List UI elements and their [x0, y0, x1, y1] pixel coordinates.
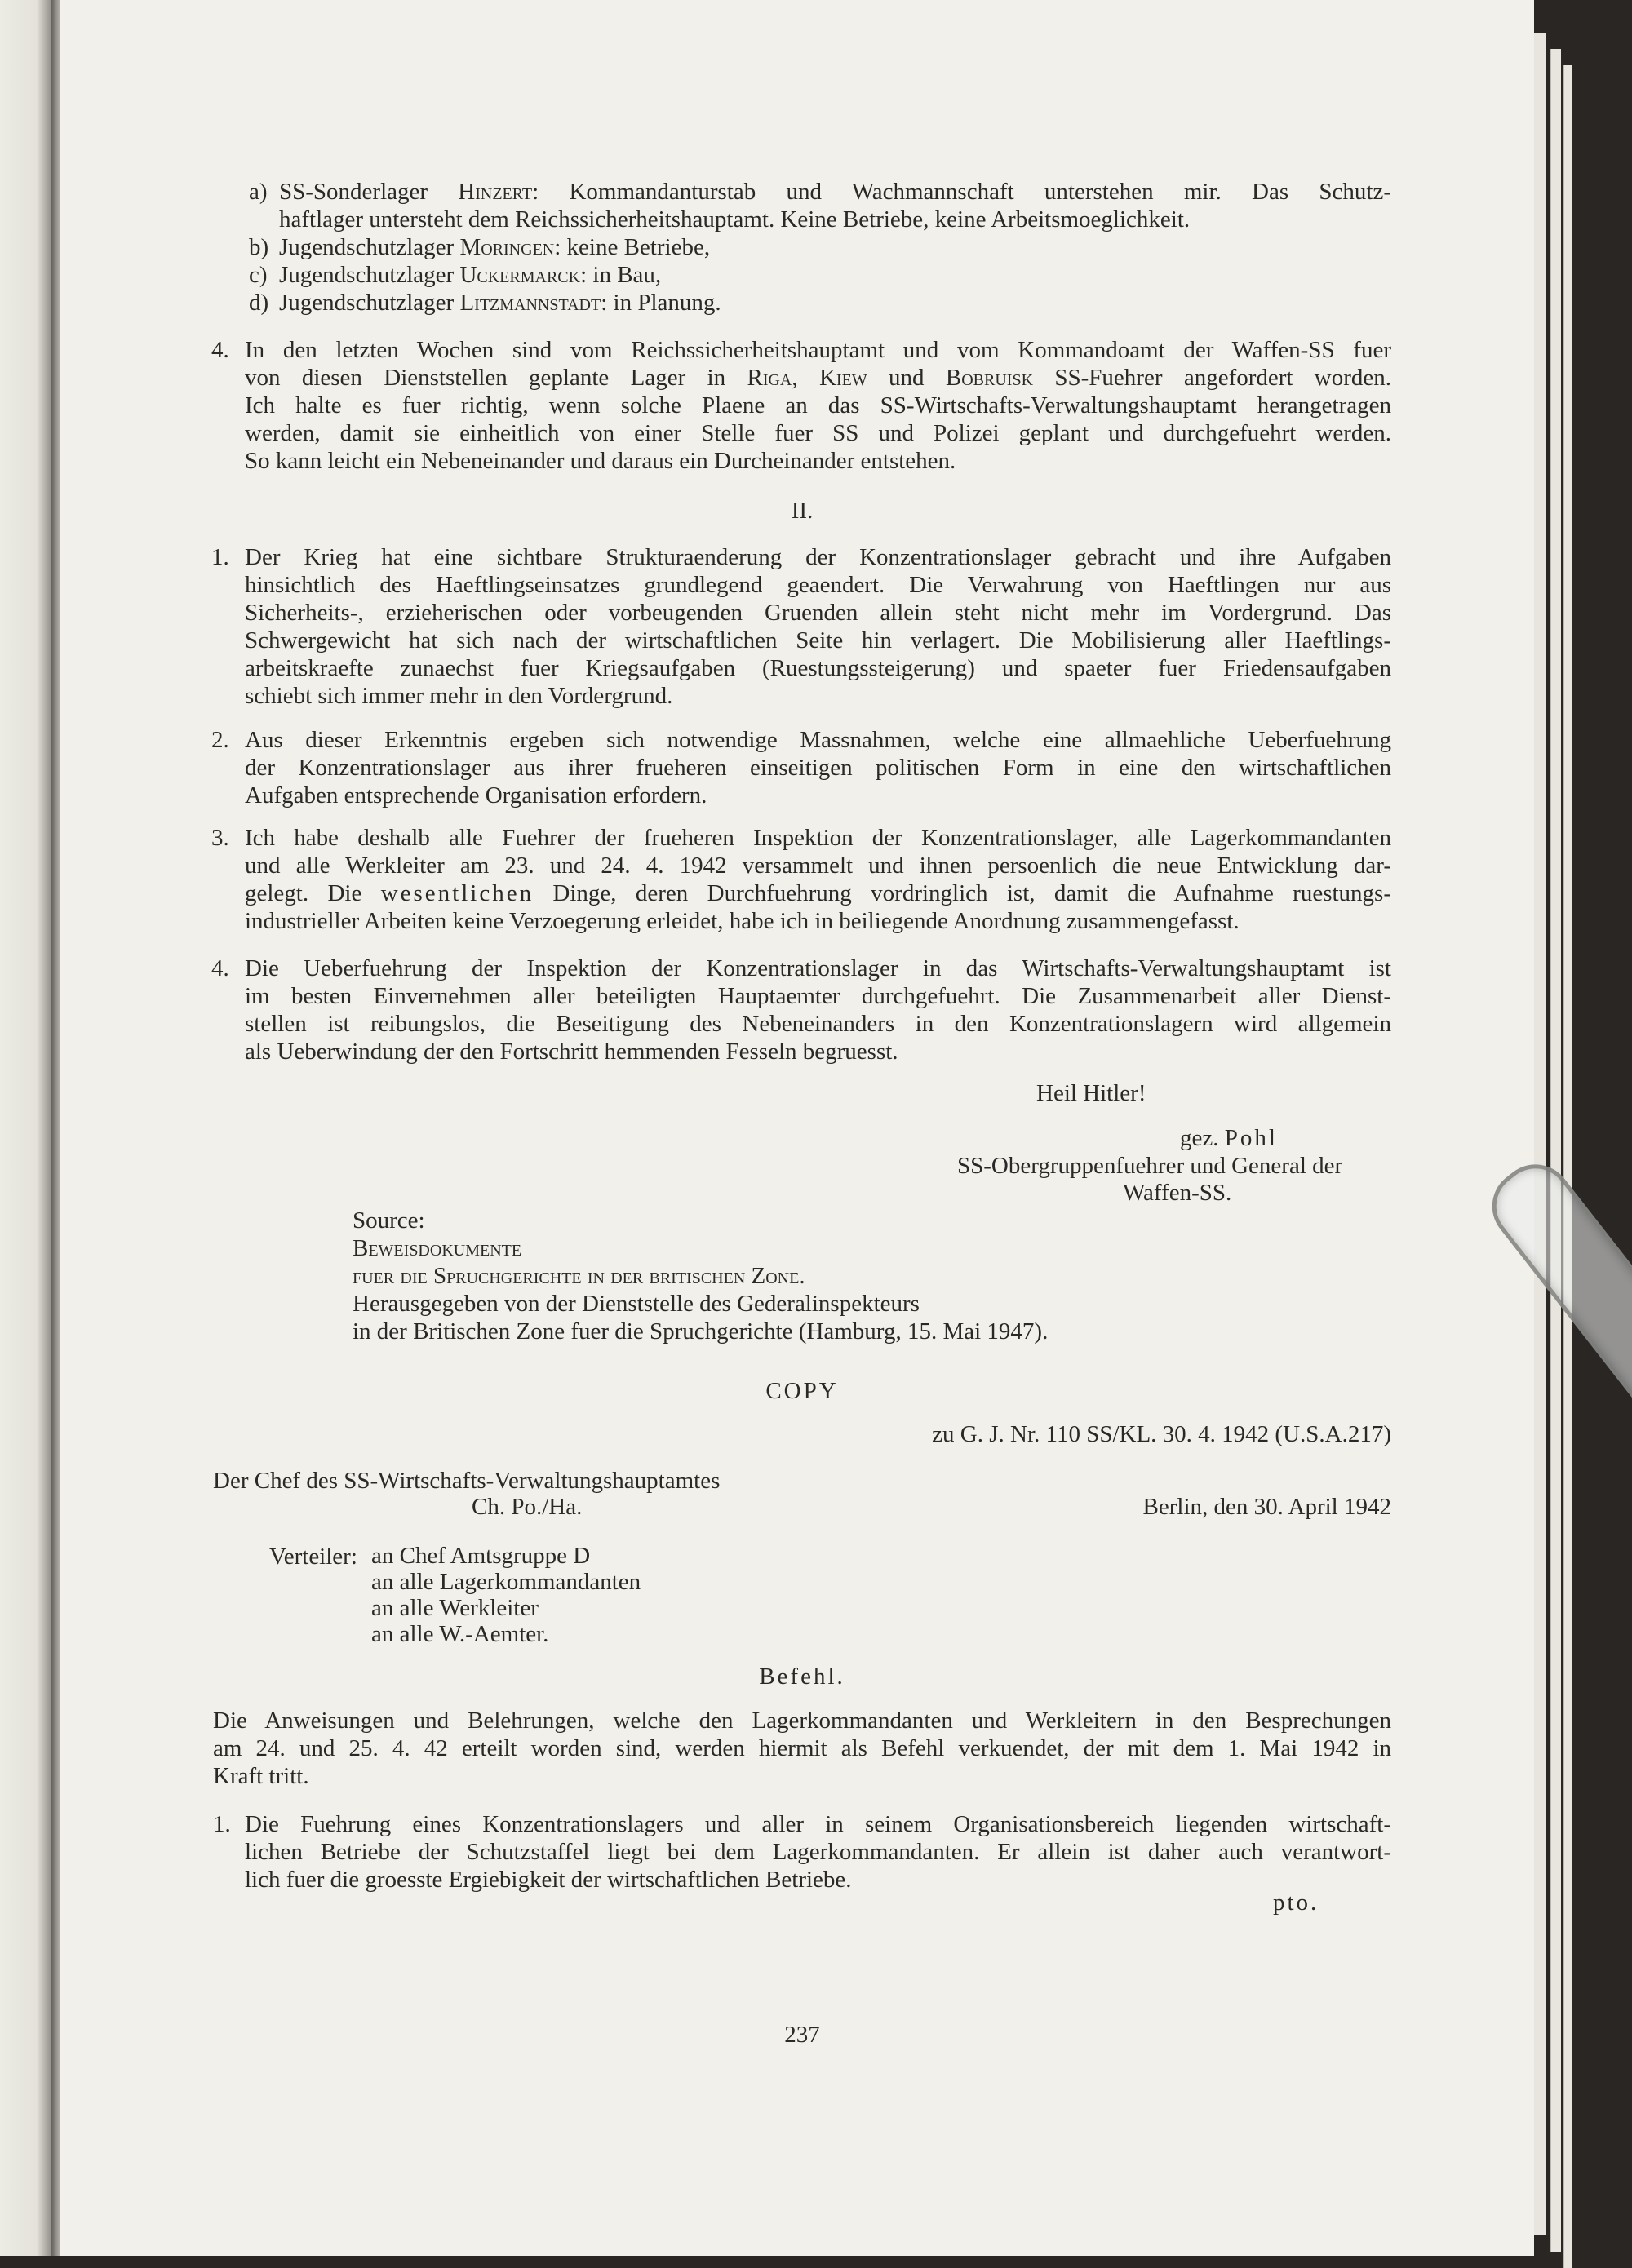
greeting: Heil Hitler!: [1036, 1080, 1146, 1106]
signatory-title: SS-Obergruppenfuehrer und General der: [957, 1153, 1343, 1179]
text-line: [245, 879, 1391, 907]
text-line: arbeitskraefte zunaechst fuer Kriegsaufgaben (Ruestungssteigerung) und spaeter fuer Friedensaufgaben: [245, 655, 1391, 681]
text-line: Die Anweisungen und Belehrungen, welche den Lagerkommandanten und Werkleitern in den Besprechungen: [213, 1708, 1391, 1734]
text-segment: und: [867, 365, 946, 391]
text-line: als Ueberwindung der den Fortschritt hemmenden Fesseln begruesst.: [245, 1039, 898, 1065]
source-citation: [353, 1207, 1332, 1345]
list-item-a: [279, 178, 1391, 233]
text-line: der Konzentrationslager aus ihrer frueheren einseitigen politischen Form in eine den wirtschaftlichen: [245, 755, 1391, 781]
list-item-d: [279, 289, 1391, 317]
text-line: Schwergewicht hat sich nach der wirtschaftlichen Seite hin verlagert. Die Mobilisierung aller Haeftlings-: [245, 627, 1391, 653]
text-line: [279, 233, 1391, 261]
paragraph-number: 3.: [211, 825, 229, 851]
text-line: Ich halte es fuer richtig, wenn solche Plaene an das SS-Wirtschafts-Verwaltungshauptamt herangetragen: [245, 392, 1391, 419]
text-line: industrieller Arbeiten keine Verzoegerung erleidet, habe ich in beiliegende Anordnung zusammengefasst.: [245, 908, 1240, 934]
text-segment: ,: [792, 365, 819, 391]
text-segment: Litzmannstadt: [459, 290, 601, 316]
page-edge: [1550, 49, 1561, 2252]
text-line: Sicherheits-, erzieherischen oder vorbeugenden Gruenden allein steht nicht mehr im Vordergrund. Das: [245, 600, 1391, 626]
text-segment: Kiew: [818, 365, 867, 391]
paragraph-ii-2: [245, 726, 1391, 809]
paragraph-ii-3: [245, 824, 1391, 935]
text-line: hinsichtlich des Haeftlingseinsatzes grundlegend geaendert. Die Verwahrung von Haeftlingen nur aus: [245, 572, 1391, 598]
please-turn-over: pto.: [1273, 1889, 1319, 1916]
text-segment: Beweisdokumente: [353, 1235, 522, 1261]
text-line: haftlager untersteht dem Reichssicherheitshauptamt. Keine Betriebe, keine Arbeitsmoeglichkeit.: [279, 206, 1191, 233]
distribution-item: an Chef Amtsgruppe D: [371, 1543, 591, 1569]
paragraph-number: 1.: [213, 1811, 231, 1837]
text-line: im besten Einvernehmen aller beteiligten Hauptaemter durchgefuehrt. Die Zusammenarbeit aller Dienst-: [245, 983, 1391, 1009]
paragraph-number: 2.: [211, 727, 229, 753]
list-marker: c): [249, 262, 268, 288]
page-number: 237: [784, 2022, 820, 2048]
text-line: in der Britischen Zone fuer die Spruchgerichte (Hamburg, 15. Mai 1947).: [353, 1318, 1049, 1344]
text-line: und alle Werkleiter am 23. und 24. 4. 1942 versammelt und ihnen persoenlich die neue Entwicklung dar-: [245, 853, 1391, 879]
text-segment: : Kommandanturstab und Wachmannschaft unterstehen mir. Das Schutz-: [532, 179, 1391, 205]
list-item-c: [279, 261, 1391, 289]
text-line: Die Fuehrung eines Konzentrationslagers und aller in seinem Organisationsbereich liegenden wirtschaft-: [245, 1811, 1391, 1837]
paragraph-number: 4.: [211, 337, 229, 363]
text-segment: Riga: [747, 365, 792, 391]
text-segment: : keine Betriebe,: [554, 234, 711, 260]
text-segment: Uckermarck: [459, 262, 581, 288]
list-item-b: [279, 233, 1391, 261]
distribution-list: [371, 1543, 641, 1647]
text-line: In den letzten Wochen sind vom Reichssicherheitshauptamt und vom Kommandoamt der Waffen-SS fuer: [245, 337, 1391, 363]
text-line: Aufgaben entsprechende Organisation erfordern.: [245, 782, 707, 808]
text-segment: SS-Fuehrer angefordert worden.: [1033, 365, 1392, 391]
paragraph-i-4: [245, 336, 1391, 475]
list-marker: d): [249, 290, 269, 316]
document-reference: zu G. J. Nr. 110 SS/KL. 30. 4. 1942 (U.S.A.217): [932, 1421, 1391, 1447]
text-segment: Jugendschutzlager: [279, 234, 460, 260]
text-segment: Dinge, deren Durchfuehrung vordringlich ist, damit die Aufnahme ruestungs-: [534, 880, 1391, 906]
text-line: [353, 1234, 1332, 1262]
place-date: Berlin, den 30. April 1942: [1142, 1494, 1391, 1520]
signed-name: Pohl: [1224, 1125, 1278, 1151]
text-segment: SS-Sonderlager: [279, 179, 459, 205]
text-segment: fuer die Spruchgerichte in der britischen Zone.: [353, 1263, 805, 1289]
text-segment: von diesen Dienststellen geplante Lager in: [245, 365, 747, 391]
text-segment: Jugendschutzlager: [279, 290, 460, 316]
paragraph-number: 1.: [211, 544, 229, 570]
order-intro: [213, 1707, 1391, 1790]
distribution-item: an alle Werkleiter: [371, 1595, 539, 1621]
text-line: [353, 1262, 1332, 1290]
paragraph-ii-1: [245, 543, 1391, 710]
text-segment: wesentlichen: [380, 880, 534, 906]
page-edge: [1532, 33, 1546, 2235]
signature: [1180, 1124, 1278, 1152]
sender: Der Chef des SS-Wirtschafts-Verwaltungshauptamtes: [213, 1468, 721, 1494]
section-heading-ii: II.: [791, 498, 814, 524]
text-line: So kann leicht ein Nebeneinander und daraus ein Durcheinander entstehen.: [245, 448, 956, 474]
text-segment: : in Bau,: [580, 262, 662, 288]
text-segment: Jugendschutzlager: [279, 262, 460, 288]
sender-initials: Ch. Po./Ha.: [472, 1494, 583, 1520]
text-line: lich fuer die groesste Ergiebigkeit der wirtschaftlichen Betriebe.: [245, 1867, 852, 1893]
signatory-title-2: Waffen-SS.: [1123, 1180, 1232, 1206]
text-line: Aus dieser Erkenntnis ergeben sich notwendige Massnahmen, welche eine allmaehliche Ueberfuehrung: [245, 727, 1391, 753]
text-line: werden, damit sie einheitlich von einer Stelle fuer SS und Polizei geplant und durchgefuehrt werden.: [245, 420, 1391, 446]
text-line: am 24. und 25. 4. 42 erteilt worden sind, werden hiermit als Befehl verkuendet, der mit dem 1. Mai 1942 in: [213, 1735, 1391, 1761]
text-line: Kraft tritt.: [213, 1763, 309, 1789]
text-line: lichen Betriebe der Schutzstaffel liegt bei dem Lagerkommandanten. Er allein ist daher auch verantwort-: [245, 1839, 1391, 1865]
page-edge: [1563, 65, 1572, 2268]
text-line: Source:: [353, 1207, 425, 1234]
order-title: Befehl.: [759, 1663, 845, 1690]
distribution-item: an alle Lagerkommandanten: [371, 1569, 641, 1595]
facing-page-edge: [0, 0, 52, 2256]
text-segment: gelegt. Die: [245, 880, 381, 906]
order-item-1: [245, 1810, 1391, 1894]
text-line: stellen ist reibungslos, die Beseitigung des Nebeneinanders in den Konzentrationslagern wird allgemein: [245, 1011, 1391, 1037]
text-line: Die Ueberfuehrung der Inspektion der Konzentrationslager in das Wirtschafts-Verwaltungshauptamt ist: [245, 955, 1391, 981]
text-segment: Bobruisk: [945, 365, 1034, 391]
text-segment: : in Planung.: [601, 290, 721, 316]
text-segment: Hinzert: [458, 179, 533, 205]
text-line: Ich habe deshalb alle Fuehrer der frueheren Inspektion der Konzentrationslager, alle Lagerkommandanten: [245, 825, 1391, 851]
copy-heading: COPY: [765, 1378, 839, 1404]
list-marker: a): [249, 179, 268, 205]
distribution-item: an alle W.-Aemter.: [371, 1621, 549, 1647]
text-line: [279, 261, 1391, 289]
text-segment: Moringen: [459, 234, 555, 260]
text-line: [245, 364, 1391, 392]
text-line: Der Krieg hat eine sichtbare Strukturaenderung der Konzentrationslager gebracht und ihre Aufgaben: [245, 544, 1391, 570]
text-line: Herausgegeben von der Dienststelle des Gederalinspekteurs: [353, 1291, 920, 1317]
paragraph-ii-4: [245, 955, 1391, 1065]
text-line: schiebt sich immer mehr in den Vordergrund.: [245, 683, 673, 709]
text-line: [279, 178, 1391, 206]
signed-prefix: gez.: [1180, 1125, 1219, 1151]
list-marker: b): [249, 234, 269, 260]
text-line: [279, 289, 1391, 317]
paragraph-number: 4.: [211, 955, 229, 981]
distribution-label: Verteiler:: [269, 1544, 357, 1570]
